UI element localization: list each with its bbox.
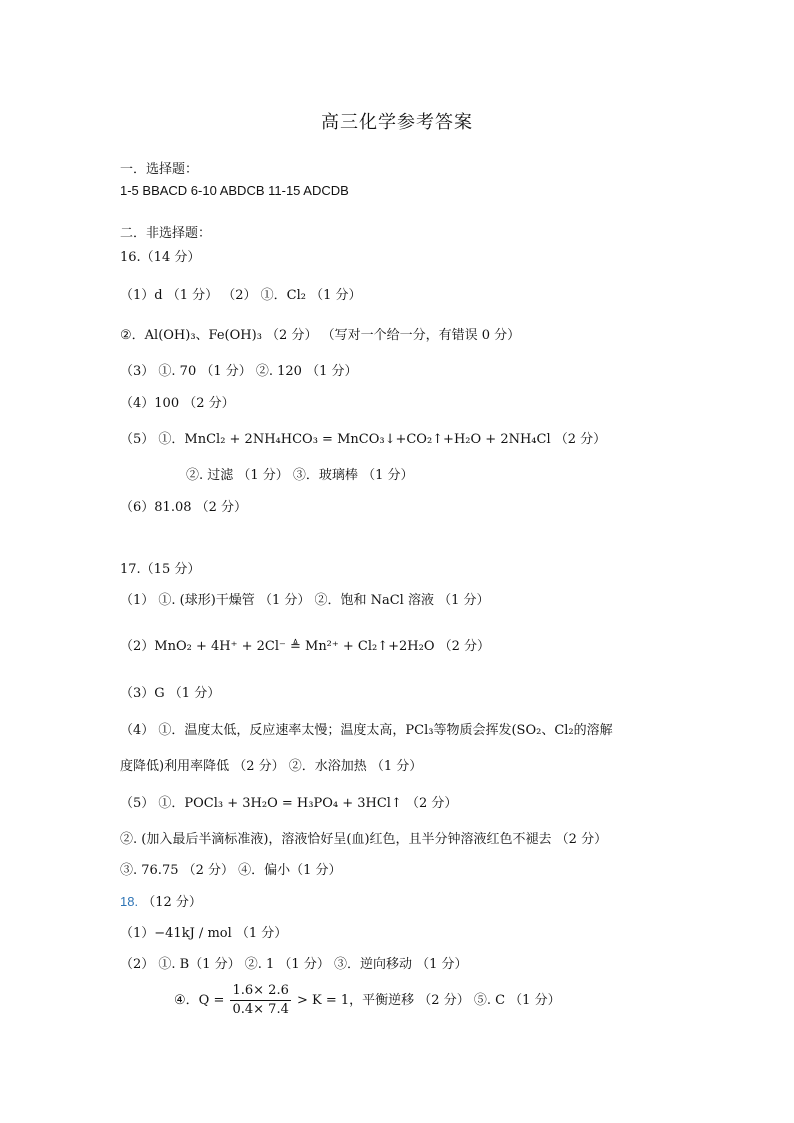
- q17-line-5: 度降低)利用率降低 （2 分） ②．水浴加热 （1 分）: [120, 759, 423, 774]
- q17-line-1: （1） ①. (球形)干燥管 （1 分） ②．饱和 NaCl 溶液 （1 分）: [120, 593, 490, 608]
- q17-heading: 17.（15 分）: [120, 562, 201, 577]
- q18-line-2: （2） ①. B（1 分） ②. 1 （1 分） ③．逆向移动 （1 分）: [120, 957, 468, 972]
- fraction-denominator: 0.4× 7.4: [232, 1002, 289, 1017]
- page-title: 高三化学参考答案: [321, 112, 473, 133]
- q18-heading-row: [120, 892, 202, 913]
- q16-heading: 16.（14 分）: [120, 250, 201, 265]
- q18-comparison: > K = 1，平衡逆移 （2 分） ⑤. C （1 分）: [297, 993, 561, 1008]
- q17-line-8: ③. 76.75 （2 分） ④．偏小（1 分）: [120, 863, 342, 878]
- q17-line-2: （2）MnO₂ + 4H⁺ + 2Cl⁻ ≜ Mn²⁺ + Cl₂↑+2H₂O （2 分）: [120, 639, 491, 654]
- choice-answers: 1-5 BBACD 6-10 ABDCB 11-15 ADCDB: [120, 183, 349, 198]
- q16-line-1: （1）d （1 分） （2） ①．Cl₂ （1 分）: [120, 288, 362, 303]
- q18-line-3: [174, 982, 561, 1020]
- q17-line-3: （3）G （1 分）: [120, 686, 221, 701]
- section1-heading: 一．选择题：: [120, 162, 199, 177]
- fraction-numerator: 1.6× 2.6: [230, 982, 290, 1001]
- section2-heading: 二．非选择题：: [120, 226, 212, 241]
- q16-line-2: ②．Al(OH)₃、Fe(OH)₃ （2 分） （写对一个给一分，有错误 0 分）: [120, 328, 521, 343]
- q16-line-7: （6）81.08 （2 分）: [120, 500, 248, 515]
- q18-q-label: ④．Q =: [174, 993, 225, 1008]
- q16-line-5: （5） ①．MnCl₂ + 2NH₄HCO₃ = MnCO₃↓+CO₂↑+H₂O + 2NH₄Cl （2 分）: [120, 432, 607, 447]
- q16-line-3: （3） ①. 70 （1 分） ②. 120 （1 分）: [120, 364, 358, 379]
- q16-line-4: （4）100 （2 分）: [120, 396, 235, 411]
- q18-line-1: （1）−41kJ / mol （1 分）: [120, 926, 288, 941]
- q17-line-4: （4） ①．温度太低，反应速率太慢；温度太高，PCl₃等物质会挥发(SO₂、Cl₂的溶解: [120, 723, 613, 738]
- q16-line-6: ②. 过滤 （1 分） ③．玻璃棒 （1 分）: [186, 468, 414, 483]
- q17-line-6: （5） ①．POCl₃ + 3H₂O = H₃PO₄ + 3HCl↑ （2 分）: [120, 796, 458, 811]
- q17-line-7: ②. (加入最后半滴标准液)，溶液恰好呈(血)红色，且半分钟溶液红色不褪去 （2 分）: [120, 832, 608, 847]
- q18-number: 18.: [120, 894, 139, 909]
- q18-score: （12 分）: [142, 895, 202, 910]
- reaction-quotient-fraction: [230, 982, 290, 1019]
